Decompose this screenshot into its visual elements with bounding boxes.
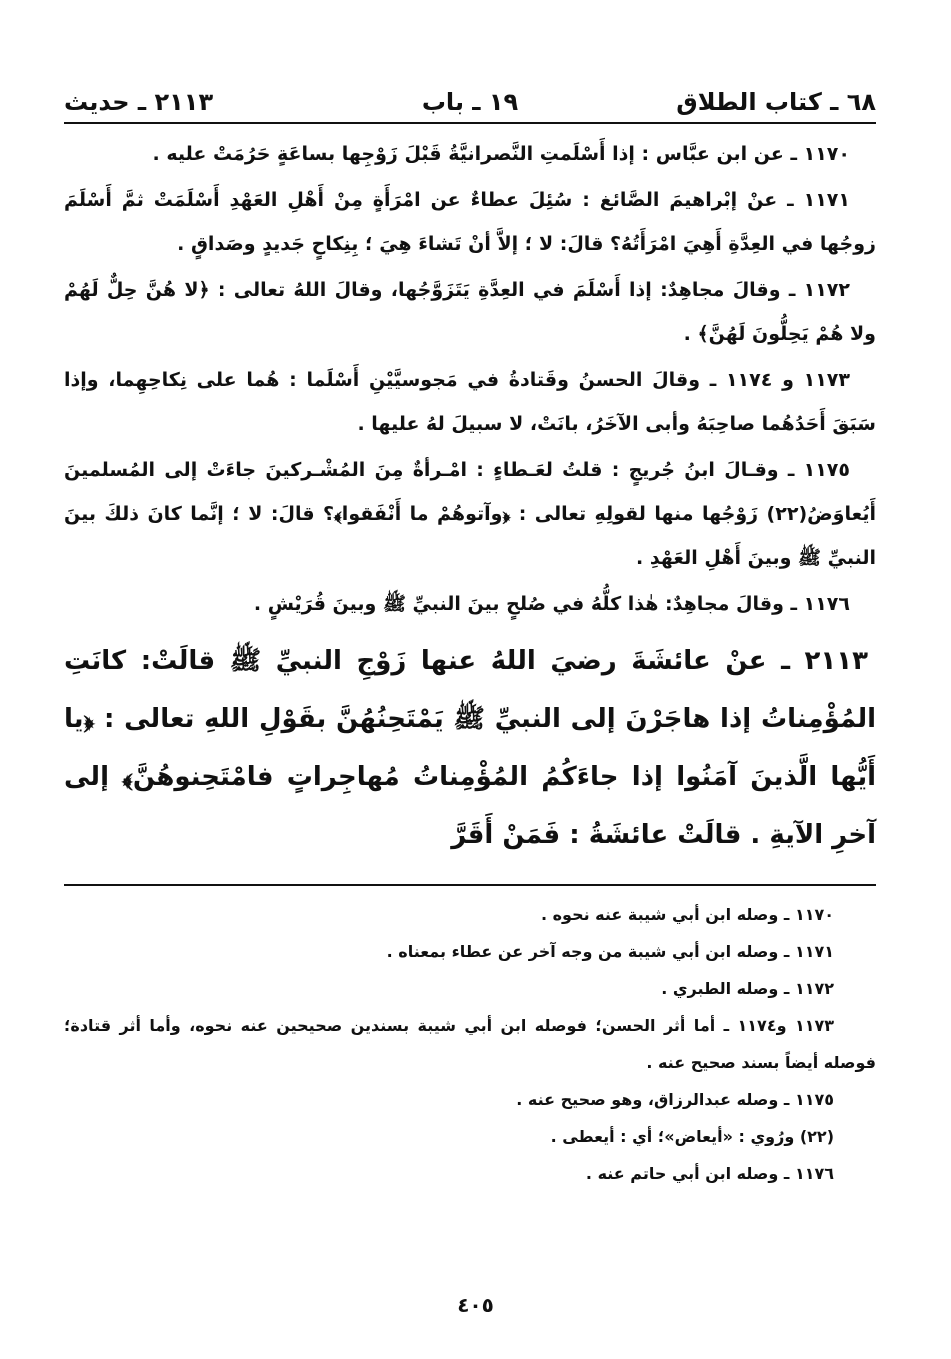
paragraph-1175: ١١٧٥ ـ وقـالَ ابنُ جُريجٍ : قلتُ لعَـطاءٍ : امْـرأةٌ مِنَ المُشْـركينَ جاءَتْ إلى المُسلمينَ أَيُعاوَضُ(٢٢) زَوْجُها منها لقولِهِ تعالى : ﴿وآتوهُمْ ما أَنْفَقوا﴾؟ قالَ: لا ؛ إنَّما كانَ ذلكَ بينَ النبيِّ ﷺ وبينَ أَهْلِ العَهْدِ . xyxy=(64,459,876,569)
paragraph-1170: ١١٧٠ ـ عن ابن عبَّاس : إذا أَسْلَمتِ النَّصرانيَّةُ قَبْلَ زَوْجِها بساعَةٍ حَرُمَتْ عليه . xyxy=(152,143,850,165)
footnote-1171: ١١٧١ ـ وصله ابن أبي شيبة من وجه آخر عن عطاء بمعناه . xyxy=(386,942,834,961)
footnote-1176: ١١٧٦ ـ وصله ابن أبي حاتم عنه . xyxy=(585,1164,834,1183)
paragraph-1172: ١١٧٢ ـ وقالَ مجاهِدٌ: إذا أَسْلَمَ في العِدَّةِ يَتَزَوَّجُها، وقالَ اللهُ تعالى : ﴿لا هُنَّ حِلٌّ لَهُمْ ولا هُمْ يَحِلُّونَ لَهُنَّ﴾ . xyxy=(64,279,876,345)
footnote-1173-1174: ١١٧٣ و١١٧٤ ـ أما أثر الحسن؛ فوصله ابن أبي شيبة بسندين صحيحين عنه نحوه، وأما أثر قتادة؛ فوصله أيضاً بسند صحيح عنه . xyxy=(64,1016,876,1072)
footnote-1172: ١١٧٢ ـ وصله الطبري . xyxy=(661,979,834,998)
hadith-2113: ٢١١٣ ـ عنْ عائشَةَ رضيَ اللهُ عنها زَوْجِ النبيِّ ﷺ قالَتْ: كانَتِ المُؤْمِناتُ إذا هاجَرْنَ إلى النبيِّ ﷺ يَمْتَحِنُهُنَّ بقَوْلِ اللهِ تعالى : ﴿يا أَيُّها الَّذينَ آمَنُوا إذا جاءَكُمُ المُؤْمِناتُ مُهاجِراتٍ فامْتَحِنوهُنَّ﴾ إلى آخرِ الآيةِ . قالَتْ عائشَةُ : فَمَنْ أَقَرَّ xyxy=(64,646,876,850)
footnote-22: (٢٢) ورُوي : «أيعاض»؛ أي : أيعطى . xyxy=(550,1127,834,1146)
book-title: ٦٨ ـ كتاب الطلاق xyxy=(676,88,876,116)
footnotes xyxy=(64,896,876,1192)
running-head xyxy=(64,82,876,124)
footnote-divider xyxy=(64,884,876,886)
main-text xyxy=(64,132,876,626)
footnote-1175: ١١٧٥ ـ وصله عبدالرزاق، وهو صحيح عنه . xyxy=(516,1090,834,1109)
paragraph-1173-1174: ١١٧٣ و ١١٧٤ ـ وقالَ الحسنُ وقَتادةُ في مَجوسيَّيْنِ أَسْلَما : هُما على نِكاحِهِما، وإذا سَبَقَ أَحَدُهُما صاحِبَهُ وأبى الآخَرُ، بانَتْ، لا سبيلَ لهُ عليها . xyxy=(64,369,876,435)
page-number: ٤٠٥ xyxy=(457,1293,494,1317)
paragraph-1171: ١١٧١ ـ عنْ إبْراهيمَ الصَّائغ : سُئِلَ عطاءٌ عن امْرَأَةٍ مِنْ أَهْلِ العَهْدِ أَسْلَمَتْ ثمَّ أَسْلَمَ زوجُها في العِدَّةِ أَهِيَ امْرَأَتُهُ؟ قالَ: لا ؛ إلاَّ أنْ تَشاءَ هِيَ ؛ بِنِكاحٍ جَديدٍ وصَداقٍ . xyxy=(64,189,876,255)
paragraph-1176: ١١٧٦ ـ وقالَ مجاهِدٌ: هٰذا كلُّهُ في صُلحٍ بينَ النبيِّ ﷺ وبينَ قُرَيْشٍ . xyxy=(253,593,850,615)
hadith-reference: ٢١١٣ ـ حديث xyxy=(64,88,214,116)
chapter-title: ١٩ ـ باب xyxy=(421,88,519,116)
footnote-1170: ١١٧٠ ـ وصله ابن أبي شيبة عنه نحوه . xyxy=(540,905,834,924)
page xyxy=(64,82,876,1192)
